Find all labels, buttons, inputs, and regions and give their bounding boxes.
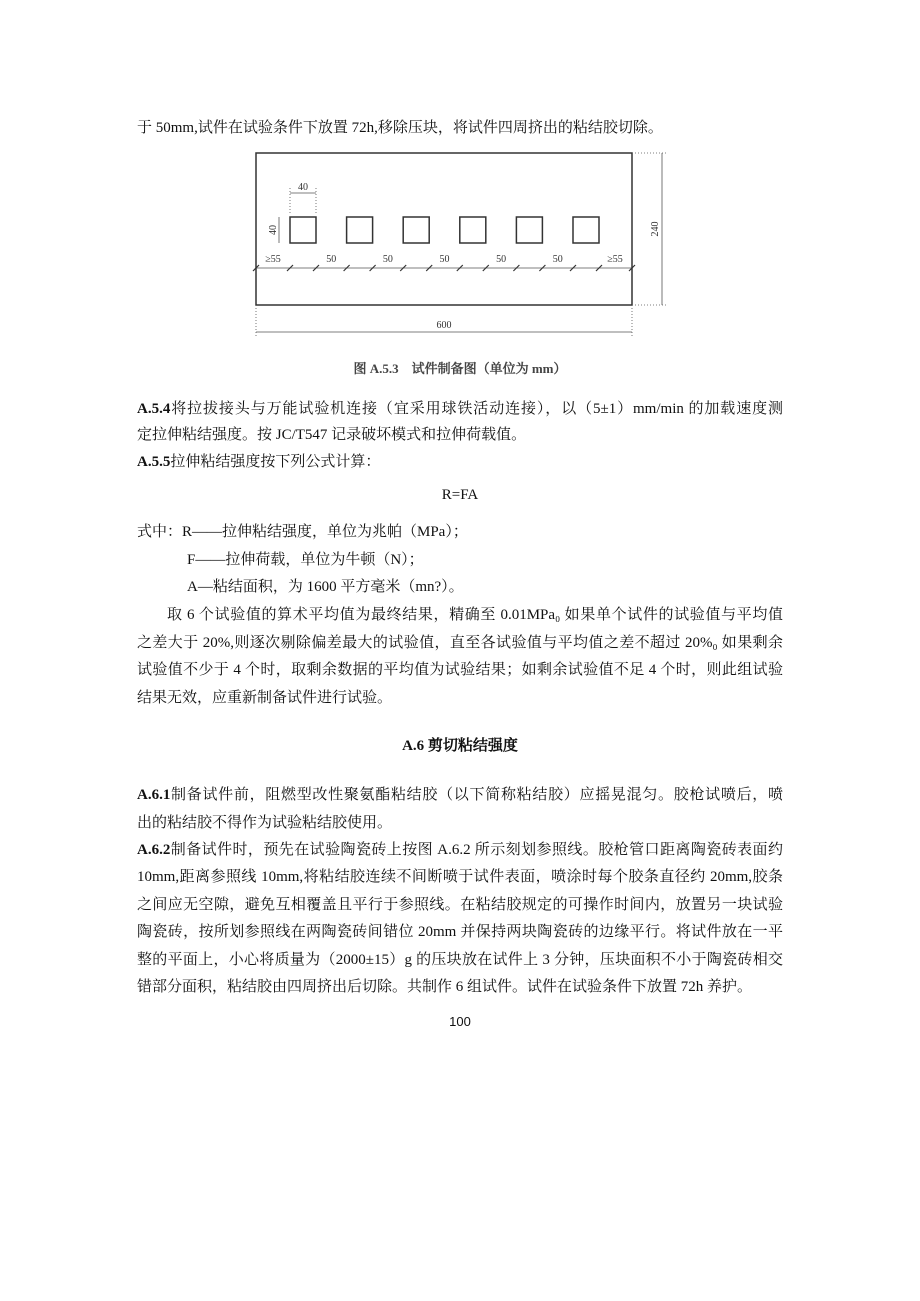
intro-line: 于 50mm,试件在试验条件下放置 72h,移除压块，将试件四周挤出的粘结胶切除。 — [137, 120, 663, 136]
para-a62-line: A.6.2制备试件时，预先在试验陶瓷砖上按图 A.6.2 所示刻划参照线。胶枪管口距离陶瓷砖表面约 — [137, 842, 783, 858]
para-a62-line: 陶瓷砖，按所划参照线在两陶瓷砖间错位 20mm 并保持两块陶瓷砖的边缘平行。将试件放在一平 — [137, 924, 783, 940]
where-line: 式中：R——拉伸粘结强度，单位为兆帕（MPa）； — [137, 524, 468, 540]
result-line: 之差大于 20%,则逐次剔除偏差最大的试验值，直至各试验值与平均值之差不超过 20%₀ 如果剩余 — [137, 635, 783, 651]
specimen-square — [290, 217, 316, 243]
figure-caption: 图 A.5.3 试件制备图（单位为 mm） — [353, 361, 567, 376]
specimen-square — [573, 217, 599, 243]
dim-gap: 50 — [552, 254, 563, 265]
specimen-square — [403, 217, 429, 243]
result-line: 取 6 个试验值的算术平均值为最终结果，精确至 0.01MPa₀ 如果单个试件的试验值与平均值 — [167, 607, 783, 623]
specimen-squares — [290, 217, 599, 243]
para-a54-line: A.5.4将拉拔接头与万能试验机连接（宜采用球铁活动连接），以（5±1）mm/min 的加载速度测 — [137, 401, 783, 417]
clause-label: A.6.2 — [137, 842, 171, 858]
specimen-square — [516, 217, 542, 243]
dim-gap: 50 — [326, 254, 337, 265]
para-a61-line: 出的粘结胶不得作为试验粘结胶使用。 — [137, 815, 393, 831]
where-line: F——拉伸荷载，单位为牛顿（N）； — [187, 552, 424, 568]
para-a62-line: 整的平面上，小心将质量为（2000±15）g 的压块放在试件上 3 分钟，压块面积不小于陶瓷砖相交 — [137, 952, 783, 968]
dim-gap: 50 — [439, 254, 450, 265]
dim-edge-right: ≥55 — [607, 254, 623, 265]
para-a62-line: 之间应无空隙，避免互相覆盖且平行于参照线。在粘结胶规定的可操作时间内，放置另一块试验 — [137, 897, 783, 913]
section-heading: A.6 剪切粘结强度 — [402, 738, 518, 754]
para-a61-line: A.6.1制备试件前，阻燃型改性聚氨酯粘结胶（以下简称粘结胶）应摇晃混匀。胶枪试喷后，喷 — [137, 787, 783, 803]
result-line: 结果无效，应重新制备试件进行试验。 — [137, 690, 393, 706]
para-a62-line: 10mm,距离参照线 10mm,将粘结胶连续不间断喷于试件表面，喷涂时每个胶条直径约 20mm,胶条 — [137, 869, 783, 885]
dim-gap: 50 — [382, 254, 393, 265]
specimen-square — [347, 217, 373, 243]
page-number: 100 — [449, 1014, 471, 1029]
clause-label: A.5.4 — [137, 401, 171, 417]
dim-height: 240 — [650, 221, 661, 237]
dim-gap: 50 — [496, 254, 507, 265]
para-a54-line: 定拉伸粘结强度。按 JC/T547 记录破坏模式和拉伸荷载值。 — [137, 427, 527, 443]
dim-edge-left: ≥55 — [265, 254, 281, 265]
formula: R=FA — [441, 487, 479, 503]
para-a55-line: A.5.5拉伸粘结强度按下列公式计算： — [137, 454, 381, 470]
clause-label: A.6.1 — [137, 787, 171, 803]
specimen-square — [460, 217, 486, 243]
dim-square-height: 40 — [268, 225, 279, 235]
result-line: 试验值不少于 4 个时，取剩余数据的平均值为试验结果；如剩余试验值不足 4 个时，则此组试验 — [137, 662, 783, 678]
where-line: A—粘结面积，为 1600 平方毫米（mn?）。 — [187, 579, 464, 595]
dim-square-width: 40 — [298, 182, 308, 193]
specimen-figure — [0, 0, 920, 400]
clause-label: A.5.5 — [137, 454, 171, 470]
para-a62-line: 错部分面积，粘结胶由四周挤出后切除。共制作 6 组试件。试件在试验条件下放置 72h 养护。 — [137, 979, 753, 995]
dim-width: 600 — [436, 320, 452, 331]
dimension-lines — [256, 153, 668, 338]
specimen-outline — [256, 153, 632, 305]
